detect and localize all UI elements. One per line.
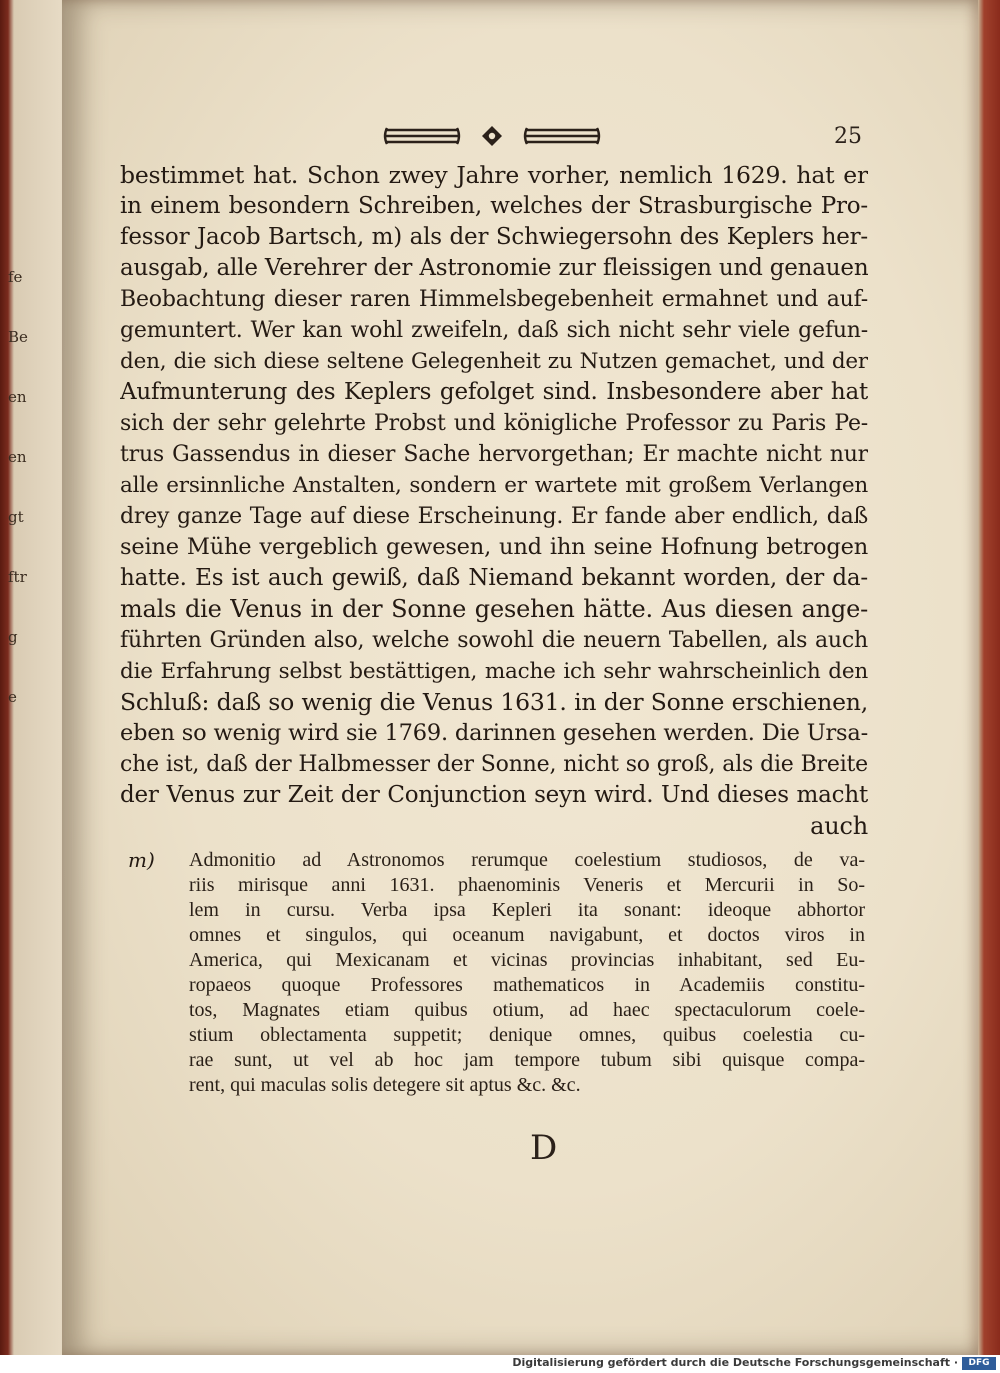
left-page-fragment: gt	[8, 508, 24, 526]
footnote-line: tos, Magnates etiam quibus otium, ad haec spectaculorum coele-	[189, 999, 865, 1021]
footnote-line: stium oblectamenta suppetit; denique omnes, quibus coelestia cu-	[189, 1024, 865, 1046]
left-page-fragment: g	[8, 628, 18, 646]
dfg-logo: DFG	[962, 1357, 996, 1370]
left-page-fragment: e	[8, 688, 17, 706]
header-ornament	[383, 122, 601, 150]
text-line: die Erfahrung selbst bestättigen, mache ich sehr wahrscheinlich den	[120, 659, 868, 684]
text-line: den, die sich diese seltene Gelegenheit zu Nutzen gemachet, und der	[120, 349, 868, 374]
text-line: ausgab, alle Verehrer der Astronomie zur fleissigen und genauen	[120, 255, 868, 281]
text-line: fessor Jacob Bartsch, m) als der Schwiegersohn des Keplers her-	[120, 224, 868, 250]
text-line: alle ersinnliche Anstalten, sondern er wartete mit großem Verlangen	[120, 473, 868, 498]
text-line: sich der sehr gelehrte Probst und königliche Professor zu Paris Pe-	[120, 411, 868, 436]
footnote-line: omnes et singulos, qui oceanum navigabunt, et doctos viros in	[189, 924, 865, 946]
footnote-line: riis mirisque anni 1631. phaenominis Veneris et Mercurii in So-	[189, 874, 865, 896]
text-line: Schluß: daß so wenig die Venus 1631. in der Sonne erschienen,	[120, 688, 868, 716]
footnote-marker: m)	[128, 848, 155, 872]
text-line: seine Mühe vergeblich gewesen, und ihn seine Hofnung betrogen	[120, 534, 868, 560]
page-right-edge	[978, 0, 1000, 1355]
catchword: auch	[810, 812, 868, 840]
text-line: führten Gründen also, welche sowohl die neuern Tabellen, als auch	[120, 628, 868, 653]
footnote-line: America, qui Mexicanam et vicinas provincias inhabitant, sed Eu-	[189, 949, 865, 971]
footnote	[128, 848, 868, 1098]
text-line: che ist, daß der Halbmesser der Sonne, nicht so groß, als die Breite	[120, 752, 868, 777]
footer-credit: Digitalisierung gefördert durch die Deutsche Forschungsgemeinschaft ·	[512, 1356, 958, 1369]
text-line: mals die Venus in der Sonne gesehen hätte. Aus diesen ange-	[120, 595, 868, 623]
text-line: bestimmet hat. Schon zwey Jahre vorher, nemlich 1629. hat er	[120, 161, 868, 189]
footnote-line: lem in cursu. Verba ipsa Kepleri ita sonant: ideoque abhortor	[189, 899, 865, 921]
text-line: drey ganze Tage auf diese Erscheinung. Er fande aber endlich, daß	[120, 504, 868, 529]
page-number: 25	[834, 124, 862, 149]
text-line: Aufmunterung des Keplers gefolget sind. Insbesondere aber hat	[120, 379, 868, 405]
left-page-fragment: Be	[8, 328, 28, 346]
text-line: eben so wenig wird sie 1769. darinnen gesehen werden. Die Ursa-	[120, 720, 868, 746]
text-line: hatte. Es ist auch gewiß, daß Niemand bekannt worden, der da-	[120, 565, 868, 591]
text-line: der Venus zur Zeit der Conjunction seyn wird. Und dieses macht	[120, 782, 868, 808]
footer-bar	[0, 1355, 1000, 1373]
main-text	[120, 160, 868, 842]
left-page-fragment: ftr	[8, 568, 27, 586]
text-line: gemuntert. Wer kan wohl zweifeln, daß sich nicht sehr viele gefun-	[120, 318, 868, 343]
text-line: trus Gassendus in dieser Sache hervorgethan; Er machte nicht nur	[120, 442, 868, 467]
text-line: in einem besondern Schreiben, welches der Strasburgische Pro-	[120, 193, 868, 219]
footnote-line: Admonitio ad Astronomos rerumque coelestium studiosos, de va-	[189, 849, 865, 871]
footnote-lines	[128, 848, 868, 1098]
left-page-fragment: fe	[8, 268, 23, 286]
signature-mark: D	[530, 1128, 558, 1168]
footnote-line: ropaeos quoque Professores mathematicos in Academiis constitu-	[189, 974, 865, 996]
left-page-fragment: en	[8, 388, 27, 406]
footnote-line: rent, qui maculas solis detegere sit aptus &c. &c.	[189, 1074, 581, 1096]
text-line: Beobachtung dieser raren Himmelsbegebenheit ermahnet und auf-	[120, 287, 868, 312]
footnote-line: rae sunt, ut vel ab hoc jam tempore tubum sibi quisque compa-	[189, 1049, 865, 1071]
left-page-fragment: en	[8, 448, 27, 466]
